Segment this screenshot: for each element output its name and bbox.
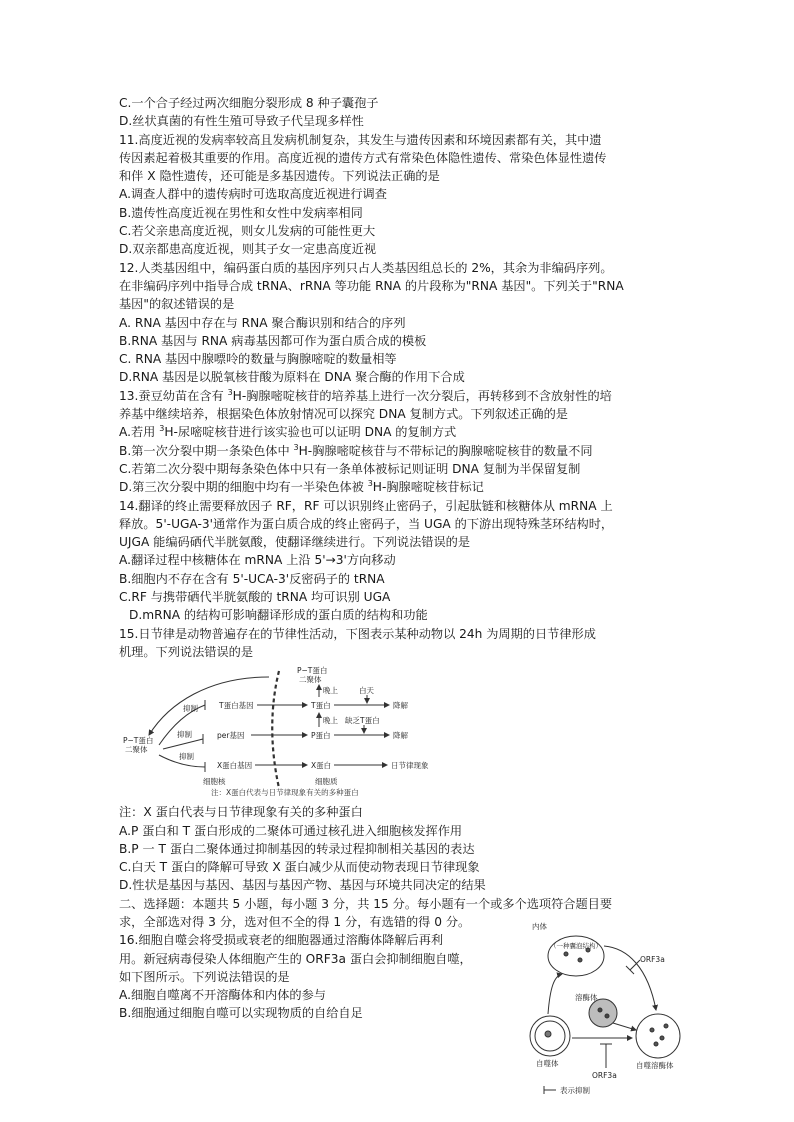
lack-t-label: 缺乏T蛋白 [345, 716, 380, 726]
inhibit-label: 抑制 [183, 704, 198, 714]
night-label: 晚上 [323, 686, 338, 696]
text-line: UJGA 能编码硒代半胱氨酸，使翻译继续进行。下列说法错误的是 [119, 535, 471, 550]
degrade-label: 降解 [393, 731, 408, 741]
text-line: 机理。下列说法错误的是 [119, 644, 254, 659]
nucleus-label: 细胞核 [203, 777, 226, 787]
option-c: C.白天 T 蛋白的降解可导致 X 蛋白减少从而使动物表现日节律现象 [119, 860, 480, 875]
per-gene-label: per基因 [217, 731, 245, 741]
option-d: D.mRNA 的结构可影响翻译形成的蛋白质的结构和功能 [129, 608, 428, 623]
option-b: B.细胞内不存在含有 5'-UCA-3'反密码子的 tRNA [119, 571, 385, 586]
block-top [119, 94, 679, 387]
option-a: A.P 蛋白和 T 蛋白形成的二聚体可通过核孔进入细胞核发挥作用 [119, 823, 463, 838]
question-14 [119, 497, 679, 625]
autolysosome-label: 自噬溶酶体 [636, 1061, 674, 1071]
option-a: A.调查人群中的遗传病时可选取高度近视进行调查 [119, 187, 387, 202]
day-label: 白天 [359, 686, 374, 696]
option-a: A. RNA 基因中存在与 RNA 聚合酶识别和结合的序列 [119, 315, 406, 330]
pt-dimer-top-label: P−T蛋白 [297, 666, 328, 676]
question-13-stem: 13.蚕豆幼苗在含有 $^3$H-胸腺嘧啶核苷的培养基上进行一次分裂后，再转移到不含放射性的培 [119, 387, 612, 403]
option-b: B.P 一 T 蛋白二聚体通过抑制基因的转录过程抑制相关基因的表达 [119, 841, 475, 856]
orf3a-label: ORF3a [592, 1071, 617, 1081]
inhibit-label: 抑制 [177, 730, 192, 740]
endosome-label: （一种囊泡结构） [550, 942, 602, 951]
option-d: D.双亲都患高度近视，则其子女一定患高度近视 [119, 242, 377, 257]
question-15-stem: 15.日节律是动物普遍存在的节律性活动，下图表示某种动物以 24h 为周期的日节律形成 [119, 626, 596, 641]
night-label: 晚上 [323, 716, 338, 726]
autophagosome-label: 自噬体 [536, 1059, 559, 1069]
question-16-stem: 16.细胞自噬会将受损或衰老的细胞器通过溶酶体降解后再利 [119, 933, 444, 948]
pt-dimer-top-label: 二聚体 [299, 675, 322, 685]
cytoplasm-label: 细胞质 [315, 777, 338, 787]
orf3a-label: ORF3a [640, 955, 665, 965]
figure-note: 注：X 蛋白代表与日节律现象有关的多种蛋白 [119, 805, 363, 820]
question-13 [119, 387, 679, 497]
option-d: D.RNA 基因是以脱氧核苷酸为原料在 DNA 聚合酶的作用下合成 [119, 370, 465, 385]
text-line: C.一个合子经过两次细胞分裂形成 8 种子囊孢子 [119, 96, 379, 110]
x-gene-label: X蛋白基因 [217, 761, 253, 771]
option-a: A.若用 $^3$H-尿嘧啶核苷进行该实验也可以证明 DNA 的复制方式 [119, 424, 457, 440]
section-heading: 二、选择题：本题共 5 小题，每小题 3 分，共 15 分。每小题有一个或多个选项符合题目要 [119, 896, 613, 911]
question-15 [119, 625, 679, 932]
option-b: B.第一次分裂中期一条染色体中 $^3$H-胸腺嘧啶核苷与不带标记的胸腺嘧啶核苷的数量不同 [119, 442, 593, 458]
endosome-label: 内体 [532, 922, 547, 932]
option-d: D.第三次分裂中期的细胞中均有一半染色体被 $^3$H-胸腺嘧啶核苷标记 [119, 479, 484, 495]
question-12-stem: 12.人类基因组中，编码蛋白质的基因序列只占人类基因组总长的 2%，其余为非编码序列。 [119, 260, 613, 275]
text-line: 传因素起着极其重要的作用。高度近视的遗传方式有常染色体隐性遗传、常染色体显性遗传 [119, 150, 607, 165]
inhibit-label: 抑制 [179, 752, 194, 762]
autophagy-diagram [518, 918, 688, 1098]
option-a: A.细胞自噬离不开溶酶体和内体的参与 [119, 988, 326, 1003]
option-c: C.RF 与携带硒代半胱氨酸的 tRNA 均可识别 UGA [119, 590, 391, 605]
legend-label: 表示抑制 [560, 1086, 590, 1096]
option-c: C. RNA 基因中腺嘌呤的数量与胸腺嘧啶的数量相等 [119, 352, 397, 367]
question-11-stem: 11.高度近视的发病率较高且发病机制复杂，其发生与遗传因素和环境因素都有关，其中遗 [119, 132, 602, 147]
t-protein-label: T蛋白 [311, 701, 331, 711]
rhythm-label: 日节律现象 [391, 761, 429, 771]
text-line: 用。新冠病毒侵染人体细胞产生的 ORF3a 蛋白会抑制细胞自噬， [119, 951, 472, 966]
p-protein-label: P蛋白 [311, 731, 331, 741]
lysosome-label: 溶酶体 [575, 993, 598, 1003]
option-c: C.若父亲患高度近视，则女儿发病的可能性更大 [119, 224, 376, 239]
option-d: D.性状是基因与基因、基因与基因产物、基因与环境共同决定的结果 [119, 878, 486, 893]
degrade-label: 降解 [393, 701, 408, 711]
text-line: D.丝状真菌的有性生殖可导致子代呈现多样性 [119, 114, 364, 129]
question-16 [119, 922, 679, 1096]
exam-page [119, 94, 679, 1096]
pt-dimer-left-label: 二聚体 [125, 745, 148, 755]
option-b: B.细胞通过细胞自噬可以实现物质的自给自足 [119, 1006, 363, 1021]
section-instructions: 求，全部选对得 3 分，选对但不全的得 1 分，有选错的得 0 分。 [119, 914, 471, 929]
option-b: B.RNA 基因与 RNA 病毒基因都可作为蛋白质合成的模板 [119, 333, 427, 348]
option-b: B.遗传性高度近视在男性和女性中发病率相同 [119, 205, 363, 220]
figure-caption: 注：X蛋白代表与日节律现象有关的多种蛋白 [211, 788, 359, 798]
text-line: 在非编码序列中指导合成 tRNA、rRNA 等功能 RNA 的片段称为"RNA 基因"。下列关于"RNA [119, 278, 624, 293]
option-c: C.若第二次分裂中期每条染色体中只有一条单体被标记则证明 DNA 复制为半保留复制 [119, 461, 581, 476]
option-a: A.翻译过程中核糖体在 mRNA 上沿 5'→3'方向移动 [119, 553, 396, 568]
text-line: 养基中继续培养，根据染色体放射情况可以探究 DNA 复制方式。下列叙述正确的是 [119, 407, 568, 422]
text-line: 释放。5'-UGA-3'通常作为蛋白质合成的终止密码子，当 UGA 的下游出现特殊茎环结构时， [119, 516, 614, 531]
text-line: 基因"的叙述错误的是 [119, 297, 235, 312]
text-line: 如下图所示。下列说法错误的是 [119, 969, 290, 984]
question-14-stem: 14.翻译的终止需要释放因子 RF，RF 可以识别终止密码子，引起肽链和核糖体从 mRNA 上 [119, 498, 613, 513]
text-line: 和伴 X 隐性遗传，还可能是多基因遗传。下列说法正确的是 [119, 169, 440, 184]
x-protein-label: X蛋白 [311, 761, 332, 771]
pt-dimer-left-label: P−T蛋白 [123, 736, 154, 746]
t-gene-label: T蛋白基因 [219, 701, 254, 711]
circadian-rhythm-diagram [119, 663, 679, 801]
